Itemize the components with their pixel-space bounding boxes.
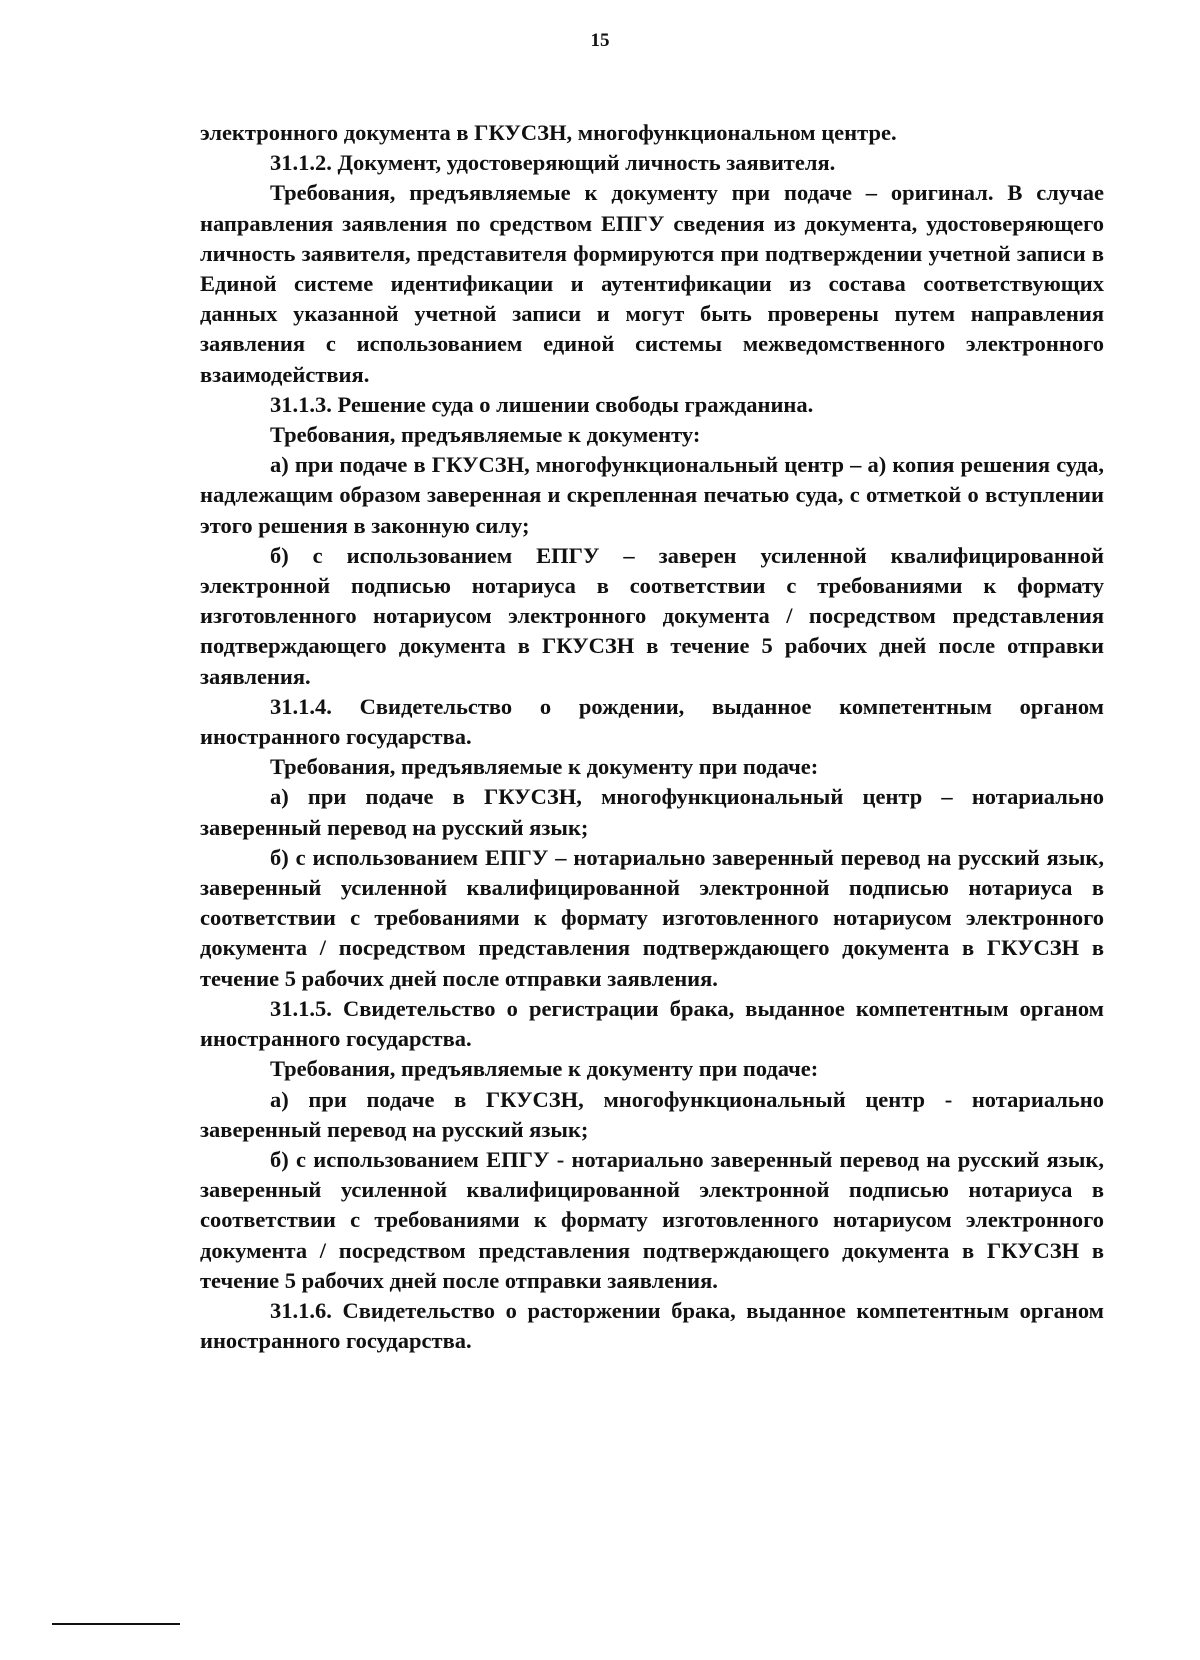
paragraph: 31.1.2. Документ, удостоверяющий личность заявителя. bbox=[270, 150, 836, 176]
page-number: 15 bbox=[590, 30, 610, 51]
paragraph: а) при подаче в ГКУСЗН, многофункциональный центр – а) копия решения суда, надлежащим образом заверенная и скрепленная печатью суда, с отметкой о вступлении этого решения в законную силу; bbox=[200, 452, 1104, 538]
paragraph: Требования, предъявляемые к документу при подаче: bbox=[270, 754, 819, 780]
paragraph: 31.1.3. Решение суда о лишении свободы гражданина. bbox=[270, 391, 814, 417]
paragraph: а) при подаче в ГКУСЗН, многофункциональный центр – нотариально заверенный перевод на русский язык; bbox=[200, 784, 1104, 840]
document-body bbox=[200, 118, 1104, 1356]
paragraph: 31.1.4. Свидетельство о рождении, выданное компетентным органом иностранного государства. bbox=[200, 693, 1104, 750]
paragraph: 31.1.5. Свидетельство о регистрации брака, выданное компетентным органом иностранного государства. bbox=[200, 995, 1104, 1052]
paragraph: б) с использованием ЕПГУ – нотариально заверенный перевод на русский язык, заверенный усиленной квалифицированной электронной подписью нотариуса в соответствии с требованиями к формату изготовленного нотариусом электронного документа / посредством представления подтверждающего документа в ГКУСЗН в течение 5 рабочих дней после отправки заявления. bbox=[200, 844, 1104, 991]
paragraph: электронного документа в ГКУСЗН, многофункциональном центре. bbox=[200, 120, 897, 145]
paragraph: а) при подаче в ГКУСЗН, многофункциональный центр - нотариально заверенный перевод на русский язык; bbox=[200, 1086, 1104, 1142]
paragraph: б) с использованием ЕПГУ – заверен усиленной квалифицированной электронной подписью нотариуса в соответствии с требованиями к формату изготовленного нотариусом электронного документа / посредством представления подтверждающего документа в ГКУСЗН в течение 5 рабочих дней после отправки заявления. bbox=[200, 542, 1104, 689]
paragraph: Требования, предъявляемые к документу при подаче: bbox=[270, 1056, 819, 1082]
footnote-separator bbox=[52, 1623, 180, 1625]
paragraph: 31.1.6. Свидетельство о расторжении брака, выданное компетентным органом иностранного государства. bbox=[200, 1297, 1104, 1354]
paragraph: Требования, предъявляемые к документу при подаче – оригинал. В случае направления заявления по средством ЕПГУ сведения из документа, удостоверяющего личность заявителя, представителя формируются при подтверждении учетной записи в Единой системе идентификации и аутентификации из состава соответствующих данных указанной учетной записи и могут быть проверены путем направления заявления с использованием единой системы межведомственного электронного взаимодействия. bbox=[200, 180, 1104, 387]
paragraph: Требования, предъявляемые к документу: bbox=[270, 422, 701, 448]
paragraph: б) с использованием ЕПГУ - нотариально заверенный перевод на русский язык, заверенный усиленной квалифицированной электронной подписью нотариуса в соответствии с требованиями к формату изготовленного нотариусом электронного документа / посредством представления подтверждающего документа в ГКУСЗН в течение 5 рабочих дней после отправки заявления. bbox=[200, 1146, 1104, 1293]
